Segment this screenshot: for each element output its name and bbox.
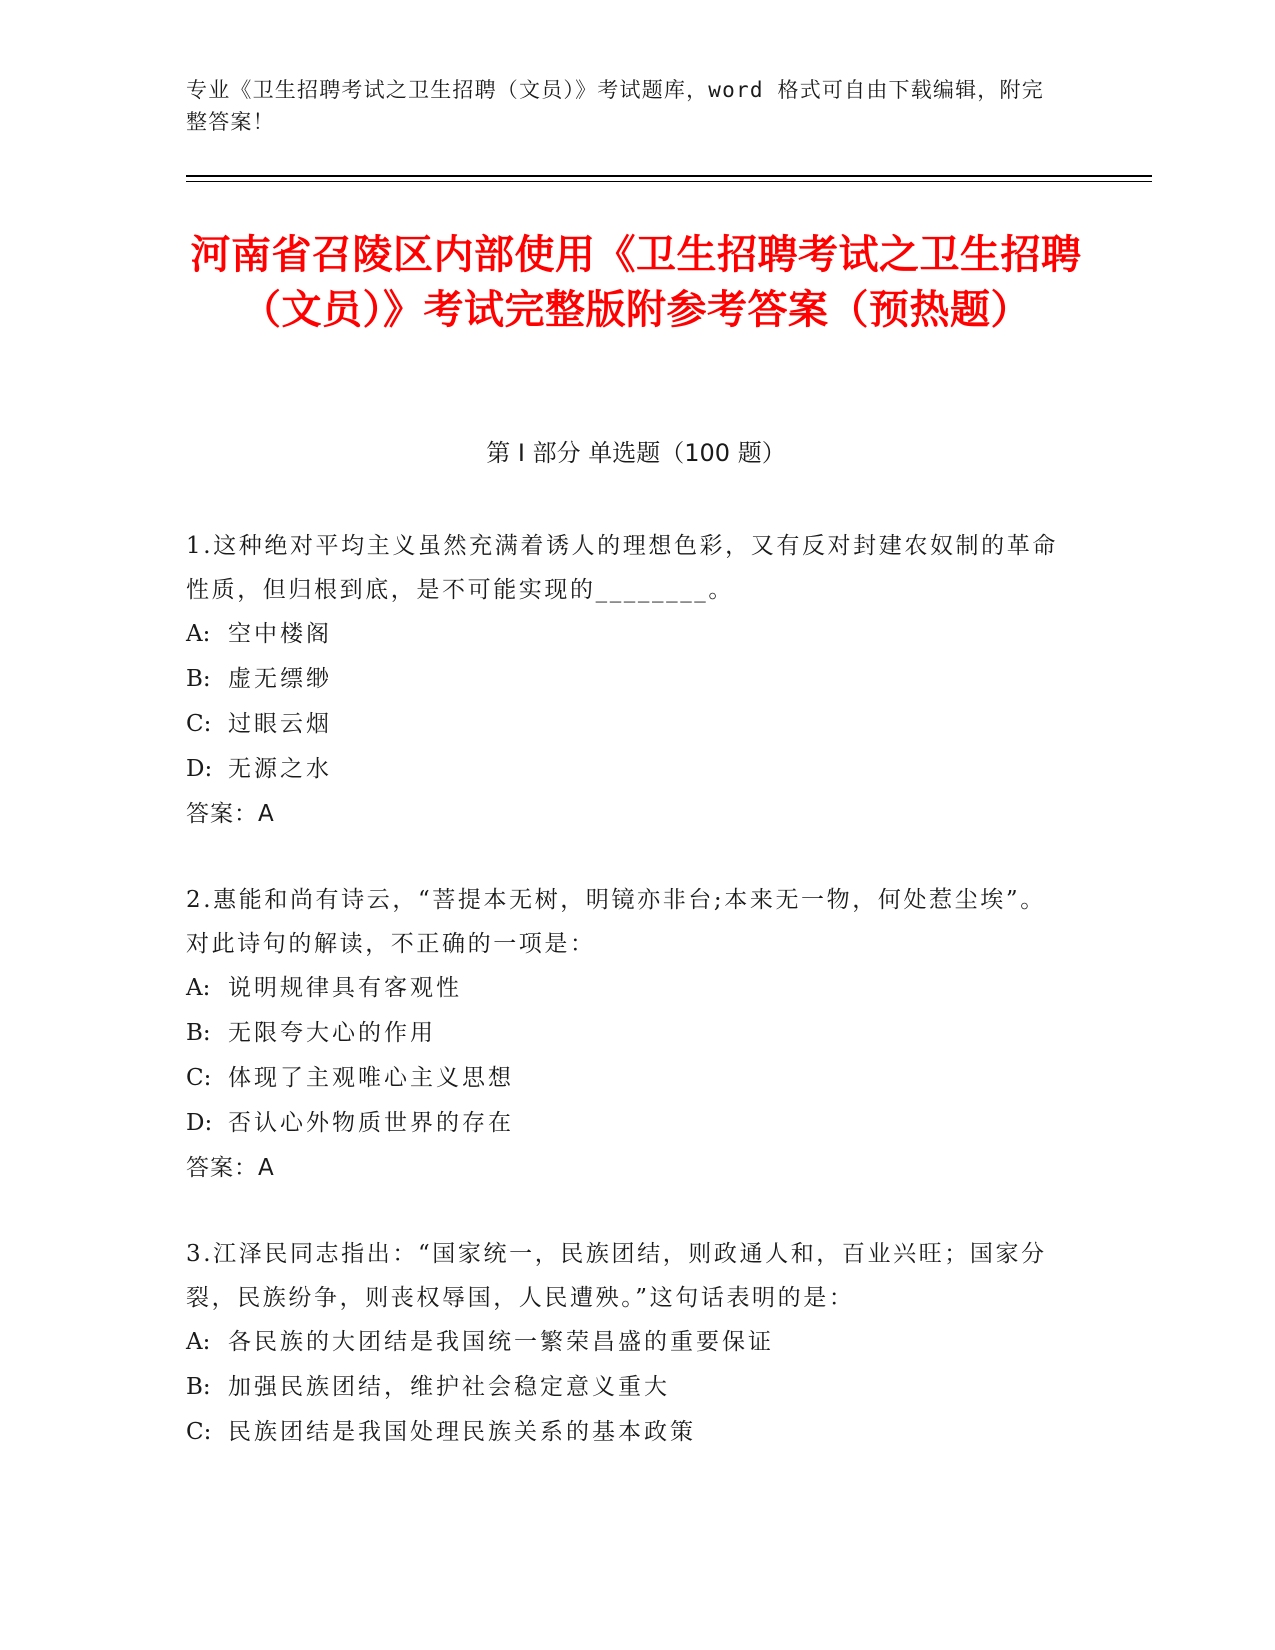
option-c (186, 702, 1066, 747)
option-a (186, 612, 1066, 657)
question-list (186, 524, 1066, 1496)
option-text: 虚无缥缈 (228, 666, 332, 692)
option-d (186, 747, 1066, 792)
question-stem: 1.这种绝对平均主义虽然充满着诱人的理想色彩，又有反对封建农奴制的革命性质，但归根到底，是不可能实现的________。 (186, 533, 1058, 603)
option-d (186, 1101, 1066, 1146)
option-text: 否认心外物质世界的存在 (228, 1110, 514, 1136)
option-key: B: (186, 666, 211, 692)
option-key: C: (186, 1065, 212, 1091)
question-stem: 3.江泽民同志指出：“国家统一，民族团结，则政通人和，百业兴旺；国家分裂，民族纷争，则丧权辱国，人民遭殃。”这句话表明的是： (186, 1241, 1047, 1311)
option-b (186, 1365, 1066, 1410)
option-a (186, 1320, 1066, 1365)
header-note: 专业《卫生招聘考试之卫生招聘（文员）》考试题库，word 格式可自由下载编辑，附完整答案！ (186, 78, 1044, 134)
option-key: D: (186, 1110, 213, 1136)
option-key: C: (186, 1419, 212, 1445)
option-key: C: (186, 711, 212, 737)
option-text: 说明规律具有客观性 (228, 975, 462, 1001)
document-title: 河南省召陵区内部使用《卫生招聘考试之卫生招聘（文员）》考试完整版附参考答案（预热题） (190, 232, 1082, 333)
option-b (186, 657, 1066, 702)
answer-line: 答案：A (186, 1155, 275, 1181)
option-text: 空中楼阁 (228, 621, 332, 647)
question-2 (186, 878, 1066, 1191)
option-key: A: (186, 621, 211, 647)
option-text: 民族团结是我国处理民族关系的基本政策 (228, 1419, 696, 1445)
option-key: A: (186, 1329, 211, 1355)
option-text: 无限夸大心的作用 (228, 1020, 436, 1046)
section-title: 第 I 部分 单选题（100 题） (486, 439, 786, 467)
option-text: 各民族的大团结是我国统一繁荣昌盛的重要保证 (228, 1329, 774, 1355)
option-a (186, 966, 1066, 1011)
option-text: 加强民族团结，维护社会稳定意义重大 (228, 1374, 670, 1400)
option-b (186, 1011, 1066, 1056)
header-rule-thick (186, 175, 1152, 177)
answer-line: 答案：A (186, 801, 275, 827)
question-3 (186, 1232, 1066, 1455)
option-c (186, 1056, 1066, 1101)
option-key: B: (186, 1374, 211, 1400)
option-c (186, 1410, 1066, 1455)
question-stem: 2.惠能和尚有诗云，“菩提本无树，明镜亦非台;本来无一物，何处惹尘埃”。对此诗句的解读，不正确的一项是： (186, 887, 1046, 957)
option-text: 过眼云烟 (228, 711, 332, 737)
option-key: A: (186, 975, 211, 1001)
question-1 (186, 524, 1066, 837)
option-key: D: (186, 756, 213, 782)
option-text: 无源之水 (228, 756, 332, 782)
header-rule-thin (186, 181, 1152, 182)
option-text: 体现了主观唯心主义思想 (228, 1065, 514, 1091)
option-key: B: (186, 1020, 211, 1046)
